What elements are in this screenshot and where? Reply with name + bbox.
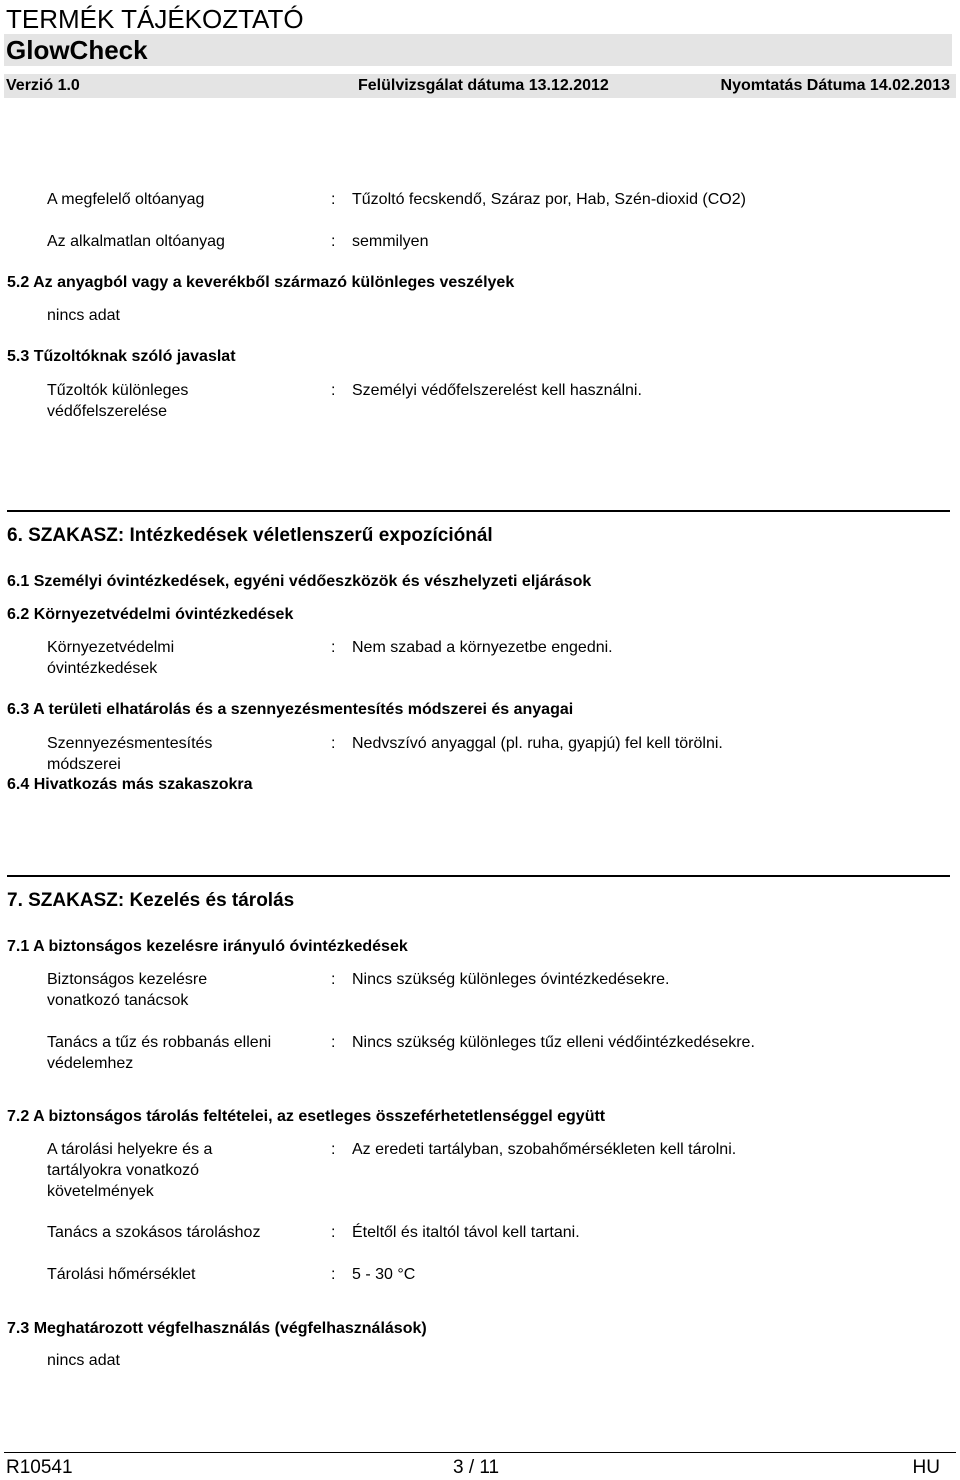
environmental-precautions-value: Nem szabad a környezetbe engedni.: [352, 639, 613, 656]
subsection-5-3-title: 5.3 Tűzoltóknak szóló javaslat: [7, 348, 236, 365]
subsection-6-2-title: 6.2 Környezetvédelmi óvintézkedések: [7, 606, 294, 623]
storage-temperature-value: 5 - 30 °C: [352, 1266, 416, 1283]
extinguishing-media-label: A megfelelő oltóanyag: [47, 191, 205, 208]
subsection-5-2-text: nincs adat: [47, 307, 120, 324]
subsection-5-2-title: 5.2 Az anyagból vagy a keverékből származó különleges veszélyek: [7, 274, 515, 291]
colon: :: [331, 191, 336, 208]
storage-requirements-label: A tárolási helyekre és a: [47, 1141, 213, 1158]
cleanup-methods-value: Nedvszívó anyaggal (pl. ruha, gyapjú) fel kell törölni.: [352, 735, 723, 752]
colon: :: [331, 735, 336, 752]
subsection-7-1-title: 7.1 A biztonságos kezelésre irányuló óvintézkedések: [7, 938, 408, 955]
storage-requirements-value: Az eredeti tartályban, szobahőmérsékleten kell tárolni.: [352, 1141, 737, 1158]
colon: :: [331, 233, 336, 250]
print-date: Nyomtatás Dátuma 14.02.2013: [720, 77, 950, 94]
common-storage-label: Tanács a szokásos tároláshoz: [47, 1224, 261, 1241]
section-rule: [7, 875, 950, 877]
subsection-6-1-title: 6.1 Személyi óvintézkedések, egyéni védőeszközök és vészhelyzeti eljárások: [7, 573, 592, 590]
storage-requirements-label-2: tartályokra vonatkozó: [47, 1162, 200, 1179]
footer-rule: [4, 1452, 956, 1453]
section-7-title: 7. SZAKASZ: Kezelés és tárolás: [7, 890, 295, 911]
section-rule: [7, 510, 950, 512]
page-number: 3 / 11: [453, 1457, 500, 1478]
language-code: HU: [912, 1457, 940, 1478]
firefighter-equipment-label: Tűzoltók különleges: [47, 382, 189, 399]
document-code: R10541: [6, 1457, 73, 1478]
safe-handling-label-2: vonatkozó tanácsok: [47, 992, 189, 1009]
section-6-title: 6. SZAKASZ: Intézkedések véletlenszerű expozíciónál: [7, 525, 493, 546]
subsection-7-3-text: nincs adat: [47, 1352, 120, 1369]
cleanup-methods-label-2: módszerei: [47, 756, 121, 773]
fire-protection-label-2: védelemhez: [47, 1055, 134, 1072]
colon: :: [331, 639, 336, 656]
environmental-precautions-label-2: óvintézkedések: [47, 660, 158, 677]
version-label: Verzió 1.0: [6, 77, 80, 94]
revision-date: Felülvizsgálat dátuma 13.12.2012: [358, 77, 609, 94]
fire-protection-value: Nincs szükség különleges tűz elleni védőintézkedésekre.: [352, 1034, 755, 1051]
firefighter-equipment-value: Személyi védőfelszerelést kell használni.: [352, 382, 642, 399]
firefighter-equipment-label-2: védőfelszerelése: [47, 403, 168, 420]
subsection-7-2-title: 7.2 A biztonságos tárolás feltételei, az esetleges összeférhetetlenséggel együtt: [7, 1108, 606, 1125]
fire-protection-label: Tanács a tűz és robbanás elleni: [47, 1034, 272, 1051]
safe-handling-value: Nincs szükség különleges óvintézkedésekre.: [352, 971, 670, 988]
unsuitable-media-value: semmilyen: [352, 233, 429, 250]
safe-handling-label: Biztonságos kezelésre: [47, 971, 208, 988]
subsection-6-3-title: 6.3 A területi elhatárolás és a szennyezésmentesítés módszerei és anyagai: [7, 701, 574, 718]
colon: :: [331, 1266, 336, 1283]
environmental-precautions-label: Környezetvédelmi: [47, 639, 175, 656]
subsection-6-4-title: 6.4 Hivatkozás más szakaszokra: [7, 776, 253, 793]
document-title: TERMÉK TÁJÉKOZTATÓ: [6, 4, 304, 34]
cleanup-methods-label: Szennyezésmentesítés: [47, 735, 213, 752]
unsuitable-media-label: Az alkalmatlan oltóanyag: [47, 233, 225, 250]
colon: :: [331, 382, 336, 399]
product-name: GlowCheck: [6, 35, 148, 65]
common-storage-value: Ételtől és italtól távol kell tartani.: [352, 1224, 580, 1241]
subsection-7-3-title: 7.3 Meghatározott végfelhasználás (végfelhasználások): [7, 1320, 427, 1337]
extinguishing-media-value: Tűzoltó fecskendő, Száraz por, Hab, Szén-dioxid (CO2): [352, 191, 746, 208]
colon: :: [331, 971, 336, 988]
colon: :: [331, 1224, 336, 1241]
storage-requirements-label-3: követelmények: [47, 1183, 154, 1200]
storage-temperature-label: Tárolási hőmérséklet: [47, 1266, 196, 1283]
colon: :: [331, 1141, 336, 1158]
colon: :: [331, 1034, 336, 1051]
